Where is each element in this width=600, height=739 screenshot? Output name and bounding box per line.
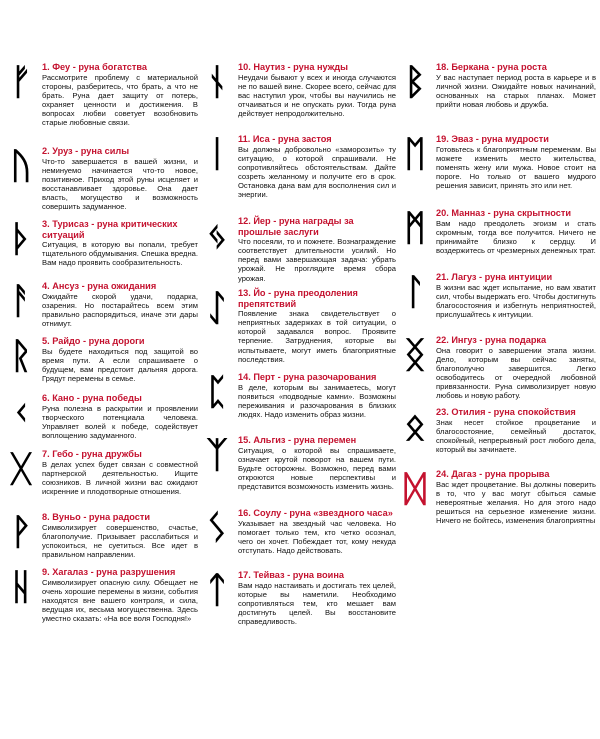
rune-text: В деле, которым вы занимаетесь, могут появиться «подводные камни». Возможны переживания и разочарования в близких людях. Надо изменить образ жизни. <box>238 382 396 419</box>
rune-description <box>436 134 596 190</box>
rune-symbol-icon: ᛃ <box>206 216 228 257</box>
rune-text: Руна полезна в раскрытии и проявлении творческого потенциала человека. Управляет волей к победе, содействует воплощению задуманного. <box>42 403 198 440</box>
rune-title: 4. Ансуз - руна ожидания <box>42 281 157 291</box>
rune-entry-21 <box>398 272 596 335</box>
rune-symbol-icon: ᛞ <box>404 469 426 510</box>
rune-title: 16. Соулу - руна «звездного часа» <box>238 508 393 518</box>
rune-text: В делах успех будет связан с совместной партнерской деятельностью. Ищите союзников. В личной жизни вас ожидают искренние и плодотворные отношения. <box>42 459 198 496</box>
rune-description <box>42 393 198 440</box>
rune-symbol-icon: ᛒ <box>404 62 426 103</box>
rune-text: Вы будете находиться под защитой во время пути. А если спрашиваете о будущем, вам предстоит дальняя дорога. Грядут перемены в семье. <box>42 346 198 383</box>
rune-title: 3. Турисаз - руна критических ситуаций <box>42 219 178 240</box>
rune-title: 21. Лагуз - руна интуиции <box>436 272 553 282</box>
rune-title: 5. Райдо - руна дороги <box>42 336 145 346</box>
rune-description <box>436 272 596 319</box>
rune-text: Вам надо преодолеть эгоизм и стать скромным, тогда все получится. Ничего не принимайте близко к сердцу. И воздержитесь от чрезмерных денежных трат. <box>436 218 596 255</box>
rune-entry-15 <box>200 435 396 508</box>
column-2 <box>200 62 396 640</box>
rune-title: 23. Отилия - руна спокойствия <box>436 407 576 417</box>
rune-title: 1. Феу - руна богатства <box>42 62 147 72</box>
rune-entry-19 <box>398 134 596 208</box>
rune-description <box>436 208 596 255</box>
rune-description <box>42 62 198 127</box>
rune-entry-9 <box>4 567 198 657</box>
rune-symbol-icon: ᚱ <box>10 336 32 377</box>
rune-title: 15. Альгиз - руна перемен <box>238 435 357 445</box>
rune-title: 24. Дагаз - руна прорыва <box>436 469 550 479</box>
rune-text: Вас ждет процветание. Вы должны поверить в то, что у вас могут сбыться самые невероятные желания. Но для этого надо решиться на серьезное изменение жизни. Ничего не бойтесь, изменения благоприятны <box>436 479 596 526</box>
rune-entry-4 <box>4 281 198 336</box>
rune-description <box>42 567 198 623</box>
rune-text: Указывает на звездный час человека. Но помогает только тем, кто четко осознал, чего он хочет. Побеждает тот, кому некуда отступать. Надо действовать. <box>238 518 396 555</box>
rune-text: Рассмотрите проблему с материальной стороны, разберитесь, что брать, а что не брать. Руна дает защиту от потерь, охраняет ценности и достижения. В вопросах любви советует возобновить старые любовные связи. <box>42 72 198 128</box>
rune-entry-16 <box>200 508 396 570</box>
rune-text: Ситуация, о которой вы спрашиваете, означает крутой поворот на вашем пути. Будьте осторожны. Возможно, перед вами откроются новые перспективы и представится возможность изменить жизнь. <box>238 445 396 492</box>
rune-text: Неудачи бывают у всех и иногда случаются не по вашей вине. Скорее всего, сейчас для вас наступил урок, чтобы вы научились не отчаиваться и не опускать руки. Тогда руна действует непродолжительно. <box>238 72 396 119</box>
rune-title: 20. Манназ - руна скрытности <box>436 208 572 218</box>
rune-description <box>238 435 396 491</box>
rune-title: 19. Эваз - руна мудрости <box>436 134 549 144</box>
column-3 <box>398 62 596 557</box>
rune-entry-22 <box>398 335 596 407</box>
rune-text: Знак несет стойкое процветание и благосостояние, семейный достаток, спокойный, непрерывный рост любого дела, который вы зачинаете. <box>436 417 596 454</box>
rune-title: 2. Уруз - руна силы <box>42 146 130 156</box>
rune-symbol-icon: ᛇ <box>206 288 228 329</box>
rune-symbol-icon: ᚠ <box>10 62 32 103</box>
rune-symbol-icon: ᛏ <box>206 570 228 611</box>
rune-text: Что посеяли, то и пожнете. Вознаграждение соответствует длительности усилий. Но перед вами завершающая задача: убрать урожай. Не проглядите время сбора урожая. <box>238 237 396 283</box>
rune-symbol-icon: ᛟ <box>404 407 426 448</box>
rune-description <box>436 407 596 454</box>
rune-entry-5 <box>4 336 198 393</box>
rune-title: 6. Кано - руна победы <box>42 393 142 403</box>
rune-description <box>238 372 396 419</box>
rune-entry-20 <box>398 208 596 272</box>
rune-title: 13. Йо - руна преодоления препятствий <box>238 288 358 309</box>
rune-description <box>42 336 198 383</box>
rune-entry-17 <box>200 570 396 640</box>
rune-text: Символизирует опасную силу. Обещает не очень хорошие перемены в жизни, события находятся вне вашего контроля, и сила, ведущая их, весьма могущественна. Здесь уместно сказать: «На все воля Господня!» <box>42 577 198 624</box>
rune-entry-7 <box>4 449 198 512</box>
rune-title: 10. Наутиз - руна нужды <box>238 62 348 72</box>
rune-description <box>42 512 198 559</box>
rune-title: 7. Гебо - руна дружбы <box>42 449 142 459</box>
rune-entry-3 <box>4 219 198 281</box>
rune-description <box>238 134 396 199</box>
rune-symbol-icon: ᛁ <box>206 134 228 175</box>
rune-entry-8 <box>4 512 198 567</box>
rune-text: В жизни вас ждет испытание, но вам хватит сил, чтобы выдержать его. Чтобы достигнуть благосостояния и избегнуть неприятностей, прислушайтесь к интуиции. <box>436 282 596 319</box>
rune-entry-24 <box>398 469 596 557</box>
rune-description <box>436 469 596 525</box>
rune-description <box>42 449 198 496</box>
rune-symbol-icon: ᛗ <box>404 208 426 249</box>
rune-entry-1 <box>4 62 198 146</box>
rune-symbol-icon: ᛉ <box>206 435 228 476</box>
rune-title: 17. Тейваз - руна воина <box>238 570 344 580</box>
rune-entry-6 <box>4 393 198 449</box>
rune-title: 11. Иса - руна застоя <box>238 134 332 144</box>
rune-symbol-icon: ᚹ <box>10 512 32 553</box>
rune-symbol-icon: ᚺ <box>10 567 32 608</box>
rune-symbol-icon: ᚾ <box>206 62 228 103</box>
rune-entry-18 <box>398 62 596 134</box>
rune-text: Ситуация, в которую вы попали, требует тщательного обдумывания. Спешка вредна. Вам надо проявить сообразительность. <box>42 240 198 268</box>
rune-symbol-icon: ᚦ <box>10 219 32 260</box>
rune-description <box>42 219 198 267</box>
rune-description <box>238 570 396 626</box>
rune-entry-13 <box>200 288 396 372</box>
rune-text: Готовьтесь к благоприятным переменам. Вы можете изменить место жительства, поменять жену или мужа. Новое стоит на пороге. Но только от вашего мудрого решения зависит, принять это или нет. <box>436 144 596 191</box>
rune-text: Что-то завершается в вашей жизни, и неминуемо начинается что-то новое, позитивное. Приход этой руны исцеляет и восстанавливает здоровье. Она дает власть, могущество и возможность совершить задуманное. <box>42 156 198 212</box>
rune-entry-12 <box>200 216 396 288</box>
column-1 <box>4 62 198 657</box>
rune-symbol-icon: ᚨ <box>10 281 32 322</box>
rune-symbol-icon: ᛈ <box>206 372 228 413</box>
rune-entry-23 <box>398 407 596 469</box>
rune-entry-2 <box>4 146 198 219</box>
rune-description <box>238 216 396 283</box>
rune-symbol-icon: ᛝ <box>404 335 426 376</box>
rune-text: Вам надо настаивать и достигать тех целей, которые вы наметили. Необходимо сопротивляться тем, кто мешает вам достигнуть целей. Вы восстановите справедливость. <box>238 580 396 627</box>
rune-text: Ожидайте скорой удачи, подарка, озарения. Но постарайтесь всем этим правильно распорядиться, иначе эти дары отнимут. <box>42 291 198 328</box>
rune-description <box>42 281 198 328</box>
rune-text: Вы должны добровольно «заморозить» ту ситуацию, о которой спрашивали. Не сопротивляйтесь обстоятельствам. Дайте созреть желанному и получите его в срок. Остановка дана вам для восполнения сил и энергии. <box>238 144 396 200</box>
rune-description <box>238 288 396 364</box>
rune-symbol-icon: ᚢ <box>10 146 32 187</box>
rune-description <box>436 335 596 400</box>
rune-title: 22. Ингуз - руна подарка <box>436 335 547 345</box>
rune-text: Она говорит о завершении этапа жизни. Дело, которым вы сейчас заняты, благополучно завершится. Легко освободитесь от очередной любовной привязанности. Руна символизирует новую любовь и новую работу. <box>436 345 596 401</box>
rune-description <box>436 62 596 109</box>
rune-title: 14. Перт - руна разочарования <box>238 372 377 382</box>
rune-text: У вас наступает период роста в карьере и в личной жизни. Ожидайте новых начинаний, основанных на старых планах. Может прийти новая любовь и дружба. <box>436 72 596 109</box>
rune-text: Символизирует совершенство, счастье, благополучие. Призывает расслабиться и успокоиться, не суетиться. Все идет в правильном направлении. <box>42 522 198 559</box>
rune-title: 8. Вуньо - руна радости <box>42 512 151 522</box>
rune-text: Появление знака свидетельствует о неприятных задержках в той ситуации, о которой задавался вопрос. Проявите терпение. Затруднения, которые вы испытываете, могут иметь благоприятные последствия. <box>238 309 396 364</box>
rune-symbol-icon: ᛚ <box>404 272 426 313</box>
rune-description <box>238 508 396 555</box>
rune-symbol-icon: ᛊ <box>206 508 228 549</box>
rune-symbol-icon: ᚷ <box>10 449 32 490</box>
rune-symbol-icon: ᚲ <box>10 393 32 434</box>
rune-title: 12. Йер - руна награды за прошлые заслуги <box>238 216 354 237</box>
rune-symbol-icon: ᛖ <box>404 134 426 175</box>
rune-title: 18. Беркана - руна роста <box>436 62 547 72</box>
rune-description <box>238 62 396 118</box>
rune-entry-10 <box>200 62 396 134</box>
rune-description <box>42 146 198 211</box>
rune-entry-11 <box>200 134 396 216</box>
rune-title: 9. Хагалаз - руна разрушения <box>42 567 176 577</box>
rune-entry-14 <box>200 372 396 435</box>
